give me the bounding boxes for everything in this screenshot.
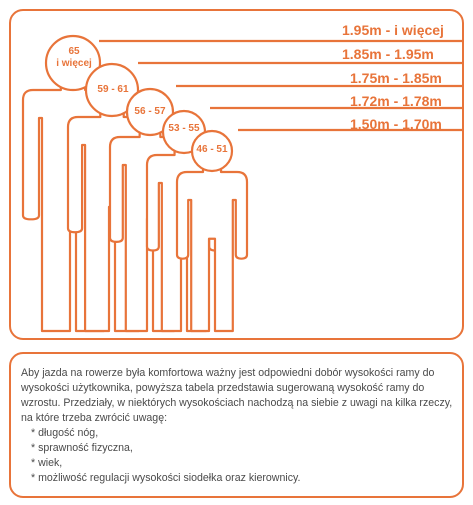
range-label-3: 1.75m - 1.85m bbox=[350, 70, 442, 86]
factor-list bbox=[21, 426, 456, 486]
age-label-4: 53 - 55 bbox=[168, 123, 200, 134]
factor-item: * wiek, bbox=[31, 457, 63, 469]
age-label-5: 46 - 51 bbox=[196, 144, 228, 155]
age-label-1-line1: 65 bbox=[68, 46, 80, 57]
description-paragraph: Aby jazda na rowerze była komfortowa ważny jest odpowiedni dobór wysokości ramy do wysokości użytkownika, powyższa tabela przedstawia sugerowaną wysokość ramy do wzrostu. Przedziały, w niektórych wysokościach nachodzą na siebie z uwagi na kilka rzeczy, na które trzeba zwrócić uwagę: bbox=[21, 367, 453, 424]
age-label-3: 56 - 57 bbox=[134, 106, 166, 117]
factor-item: * sprawność fizyczna, bbox=[31, 442, 133, 454]
range-label-2: 1.85m - 1.95m bbox=[342, 46, 434, 62]
description-text bbox=[21, 366, 456, 486]
range-label-4: 1.72m - 1.78m bbox=[350, 93, 442, 109]
factor-item: * możliwość regulacji wysokości siodełka oraz kierownicy. bbox=[31, 472, 301, 484]
age-label-1 bbox=[44, 46, 104, 70]
age-label-1-line2: i więcej bbox=[56, 58, 92, 69]
factor-item: * długość nóg, bbox=[31, 427, 99, 439]
age-label-2: 59 - 61 bbox=[97, 84, 129, 95]
range-label-5: 1.50m - 1.70m bbox=[350, 116, 442, 132]
range-label-1: 1.95m - i więcej bbox=[342, 22, 444, 38]
